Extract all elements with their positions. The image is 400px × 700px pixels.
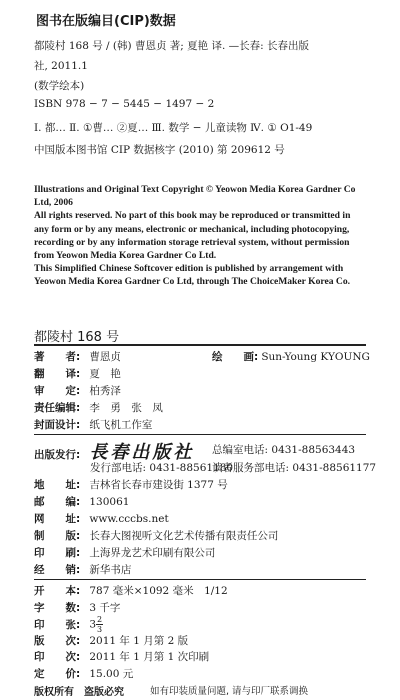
credit-value: Sun-Young KYOUNG [261, 351, 370, 363]
credit-reviewer [34, 383, 121, 398]
divider [34, 344, 366, 346]
rights-reserved-text: All rights reserved. No part of this book may be reproduced or transmitted in any form or by any means, electronic or mechanical, including photocopying, recording or by any information storage retrieval system, without permission from Yeowon Media Korea Gardner Co Ltd. [34, 210, 351, 262]
credit-label: 审 定: [34, 385, 81, 397]
credit-illustrator [212, 349, 370, 364]
spec-impression: 印 次: 2011 年 1 月第 1 次印刷 [34, 651, 210, 663]
divider [34, 434, 366, 435]
spec-edition: 版 次: 2011 年 1 月第 2 版 [34, 635, 189, 647]
credit-author [34, 349, 121, 364]
cip-title: 图书在版编目(CIP)数据 [36, 14, 176, 29]
production-company: 制 版: 长春大图视听文化艺术传播有限责任公司 [34, 530, 279, 542]
copyright-line: Illustrations and Original Text Copyright © Yeowon Media Korea Gardner Co Ltd, 2006 [34, 184, 356, 209]
spec-word-count: 字 数: 3 千字 [34, 602, 121, 614]
publisher-label: 出版发行: [34, 449, 81, 461]
distribution-phone: 发行部电话: 0431-88561180 [90, 462, 234, 474]
copyright-notice [34, 183, 366, 289]
credit-label: 翻 译: [34, 368, 81, 380]
publisher-postcode: 邮 编: 130061 [34, 496, 130, 508]
distributor: 经 销: 新华书店 [34, 564, 132, 576]
cip-line: 都陵村 168 号 / (韩) 曹恩贞 著; 夏艳 译. —长春: 长春出版 [34, 40, 310, 52]
credit-value: 夏 艳 [89, 368, 121, 380]
credit-label: 责任编辑: [34, 402, 81, 414]
spec-format: 开 本: 787 毫米×1092 毫米 1/12 [34, 585, 228, 597]
editorial-phone: 总编室电话: 0431-88563443 [212, 444, 356, 456]
credit-translator [34, 366, 121, 381]
cip-isbn: ISBN 978 − 7 − 5445 − 1497 − 2 [34, 98, 215, 110]
credit-label: 绘 画: [212, 351, 259, 363]
credit-value: 柏秀泽 [89, 385, 121, 397]
cip-line: 社, 2011.1 [34, 60, 88, 72]
cip-classification: Ⅰ. 都… Ⅱ. ①曹… ②夏… Ⅲ. 数学 − 儿童读物 Ⅳ. ① O1-49 [34, 122, 313, 134]
publisher-website: 网 址: www.cccbs.net [34, 513, 169, 525]
credit-value: 曹恩贞 [89, 351, 121, 363]
credit-label: 封面设计: [34, 419, 81, 431]
credit-value: 纸飞机工作室 [89, 419, 153, 431]
credit-cover-design [34, 417, 152, 432]
book-title: 都陵村 168 号 [34, 330, 120, 345]
rights-reserved-heading: 版权所有 盗版必究 [34, 687, 124, 698]
spec-print-sheets: 印 张: 3 $\frac{2}{3}$ [34, 615, 103, 634]
spec-price: 定 价: 15.00 元 [34, 668, 134, 680]
edition-agreement-text: This Simplified Chinese Softcover edition is published by arrangement with Yeowon Media Korea Gardner Co Ltd, through The ChoiceMaker Korea Co. [34, 263, 351, 288]
cip-record-number: 中国版本图书馆 CIP 数据核字 (2010) 第 209612 号 [34, 144, 285, 156]
cip-line: (数学绘本) [34, 80, 85, 92]
divider [34, 579, 366, 580]
reader-service-phone: 读者服务部电话: 0431-88561177 [212, 462, 377, 474]
credit-label: 著 者: [34, 351, 81, 363]
quality-note: 如有印装质量问题, 请与印厂联系调换 [150, 686, 309, 697]
printing-company: 印 刷: 上海界龙艺术印刷有限公司 [34, 547, 216, 559]
credit-editor [34, 400, 163, 415]
fraction: $\frac{2}{3}$ [97, 615, 103, 634]
publisher-address: 地 址: 吉林省长春市建设街 1377 号 [34, 479, 228, 491]
publisher-logo: 長春出版社 [89, 442, 195, 463]
credit-value: 李 勇 张 凤 [89, 402, 163, 414]
